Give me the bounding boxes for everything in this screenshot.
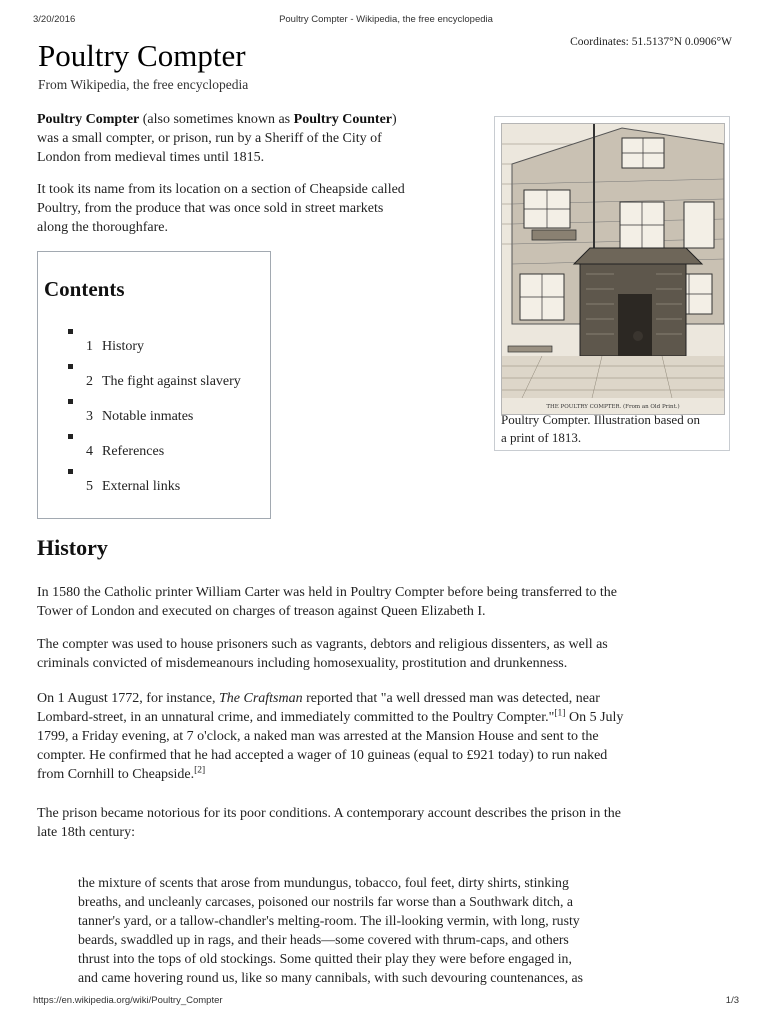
toc-number: 3 xyxy=(86,409,93,424)
bold-alt-name: Poultry Counter xyxy=(293,112,393,127)
bold-article-name: Poultry Compter xyxy=(37,112,140,127)
infobox-caption xyxy=(501,411,727,447)
history-paragraph-4 xyxy=(37,804,621,842)
toc-number: 1 xyxy=(86,339,93,354)
engraving-illustration xyxy=(502,124,724,414)
toc-link-notable-inmates[interactable] xyxy=(86,409,193,425)
quote-text: the mixture of scents that arose from mundungus, tobacco, foul feet, dirty shirts, stinking xyxy=(78,875,569,890)
site-tagline: From Wikipedia, the free encyclopedia xyxy=(38,77,249,92)
toc-label: Notable inmates xyxy=(102,409,194,424)
paragraph-text: It took its name from its location on a section of Cheapside called xyxy=(37,182,405,197)
print-date: 3/20/2016 xyxy=(33,14,76,25)
quote-text: tanner's yard, or a tallow-chandler's melting-room. The ill-looking vermin, with long, rusty xyxy=(78,913,580,928)
bullet-icon xyxy=(68,399,73,404)
intro-text: London from medieval times until 1815. xyxy=(37,150,265,165)
paragraph-text: from Cornhill to Cheapside. xyxy=(37,767,195,782)
coordinates-link[interactable]: Coordinates: 51.5137°N 0.0906°W xyxy=(570,36,732,48)
toc-number: 5 xyxy=(86,479,93,494)
paragraph-text: The compter was used to house prisoners such as vagrants, debtors and religious dissenters, as well as xyxy=(37,637,608,652)
quote-text: breaths, and uncleanly carcases, poisoned our nostrils far worse than a Southwark ditch, a xyxy=(78,894,574,909)
reference-link-2[interactable]: [2] xyxy=(194,765,206,776)
reference-link-1[interactable]: [1] xyxy=(554,708,566,719)
toc-link-external-links[interactable] xyxy=(86,479,180,495)
bullet-icon xyxy=(68,329,73,334)
toc-label: The fight against slavery xyxy=(102,374,241,389)
intro-text: (also sometimes known as xyxy=(139,112,294,127)
intro-text: ) xyxy=(392,112,397,127)
toc-title: Contents xyxy=(44,277,125,301)
paragraph-text: On 1 August 1772, for instance, xyxy=(37,691,219,706)
quote-text: and came hovering round us, like so many cannibals, with such devouring countenances, as xyxy=(78,970,583,985)
toc-label: History xyxy=(102,339,144,354)
toc-number: 4 xyxy=(86,444,93,459)
paragraph-text: Poultry, from the produce that was once sold in street markets xyxy=(37,201,384,216)
print-page-title: Poultry Compter - Wikipedia, the free encyclopedia xyxy=(279,14,493,25)
caption-text: Poultry Compter. Illustration based on xyxy=(501,412,700,427)
paragraph-text: In 1580 the Catholic printer William Carter was held in Poultry Compter before being transferred to the xyxy=(37,585,618,600)
paragraph-text: Tower of London and executed on charges of treason against Queen Elizabeth I. xyxy=(37,604,486,619)
intro-text: was a small compter, or prison, run by a Sheriff of the City of xyxy=(37,131,382,146)
bullet-icon xyxy=(68,364,73,369)
bullet-icon xyxy=(68,434,73,439)
paragraph-text: The prison became notorious for its poor conditions. A contemporary account describes the prison in the xyxy=(37,806,621,821)
table-of-contents xyxy=(37,251,271,519)
page-number: 1/3 xyxy=(725,995,739,1006)
history-paragraph-1 xyxy=(37,583,617,621)
toc-link-references[interactable] xyxy=(86,444,164,460)
toc-label: External links xyxy=(102,479,181,494)
name-origin-paragraph xyxy=(37,180,405,237)
toc-number: 2 xyxy=(86,374,93,389)
poultry-compter-engraving-image[interactable] xyxy=(501,123,725,415)
paragraph-text: criminals convicted of misdemeanours including homosexuality, prostitution and drunkenness. xyxy=(37,656,568,671)
quote-text: beards, swaddled up in rags, and their heads—some covered with thrum-caps, and others xyxy=(78,932,569,947)
paragraph-text: On 5 July xyxy=(565,710,624,725)
newspaper-title: The Craftsman xyxy=(218,691,303,706)
caption-text: a print of 1813. xyxy=(501,430,582,445)
paragraph-text: late 18th century: xyxy=(37,825,135,840)
infobox-image-frame xyxy=(494,116,730,451)
intro-paragraph xyxy=(37,110,397,167)
history-paragraph-3 xyxy=(37,689,623,784)
bullet-icon xyxy=(68,469,73,474)
page-title: Poultry Compter xyxy=(38,38,246,73)
paragraph-text: reported that "a well dressed man was detected, near xyxy=(302,691,600,706)
history-paragraph-2 xyxy=(37,635,608,673)
paragraph-text: along the thoroughfare. xyxy=(37,220,169,235)
paragraph-text: 1799, a Friday evening, at 7 o'clock, a naked man was arrested at the Mansion House and sent to the xyxy=(37,729,599,744)
toc-link-history[interactable] xyxy=(86,339,144,355)
contemporary-account-quote xyxy=(78,873,718,987)
paragraph-text: Lombard-street, in an unnatural crime, and immediately committed to the Poultry Compter." xyxy=(37,710,555,725)
toc-label: References xyxy=(102,444,165,459)
quote-text: thrust into the tops of old stockings. Some quitted their play they were before engaged in, xyxy=(78,951,572,966)
paragraph-text: compter. He confirmed that he had accepted a wager of 10 guineas (equal to £921 today) to run naked xyxy=(37,748,608,763)
engraving-caption-text: THE POULTRY COMPTER. (From an Old Print.) xyxy=(546,404,680,410)
page-url: https://en.wikipedia.org/wiki/Poultry_Compter xyxy=(33,995,223,1006)
section-heading-history: History xyxy=(37,535,108,560)
toc-link-fight-against-slavery[interactable] xyxy=(86,374,241,390)
